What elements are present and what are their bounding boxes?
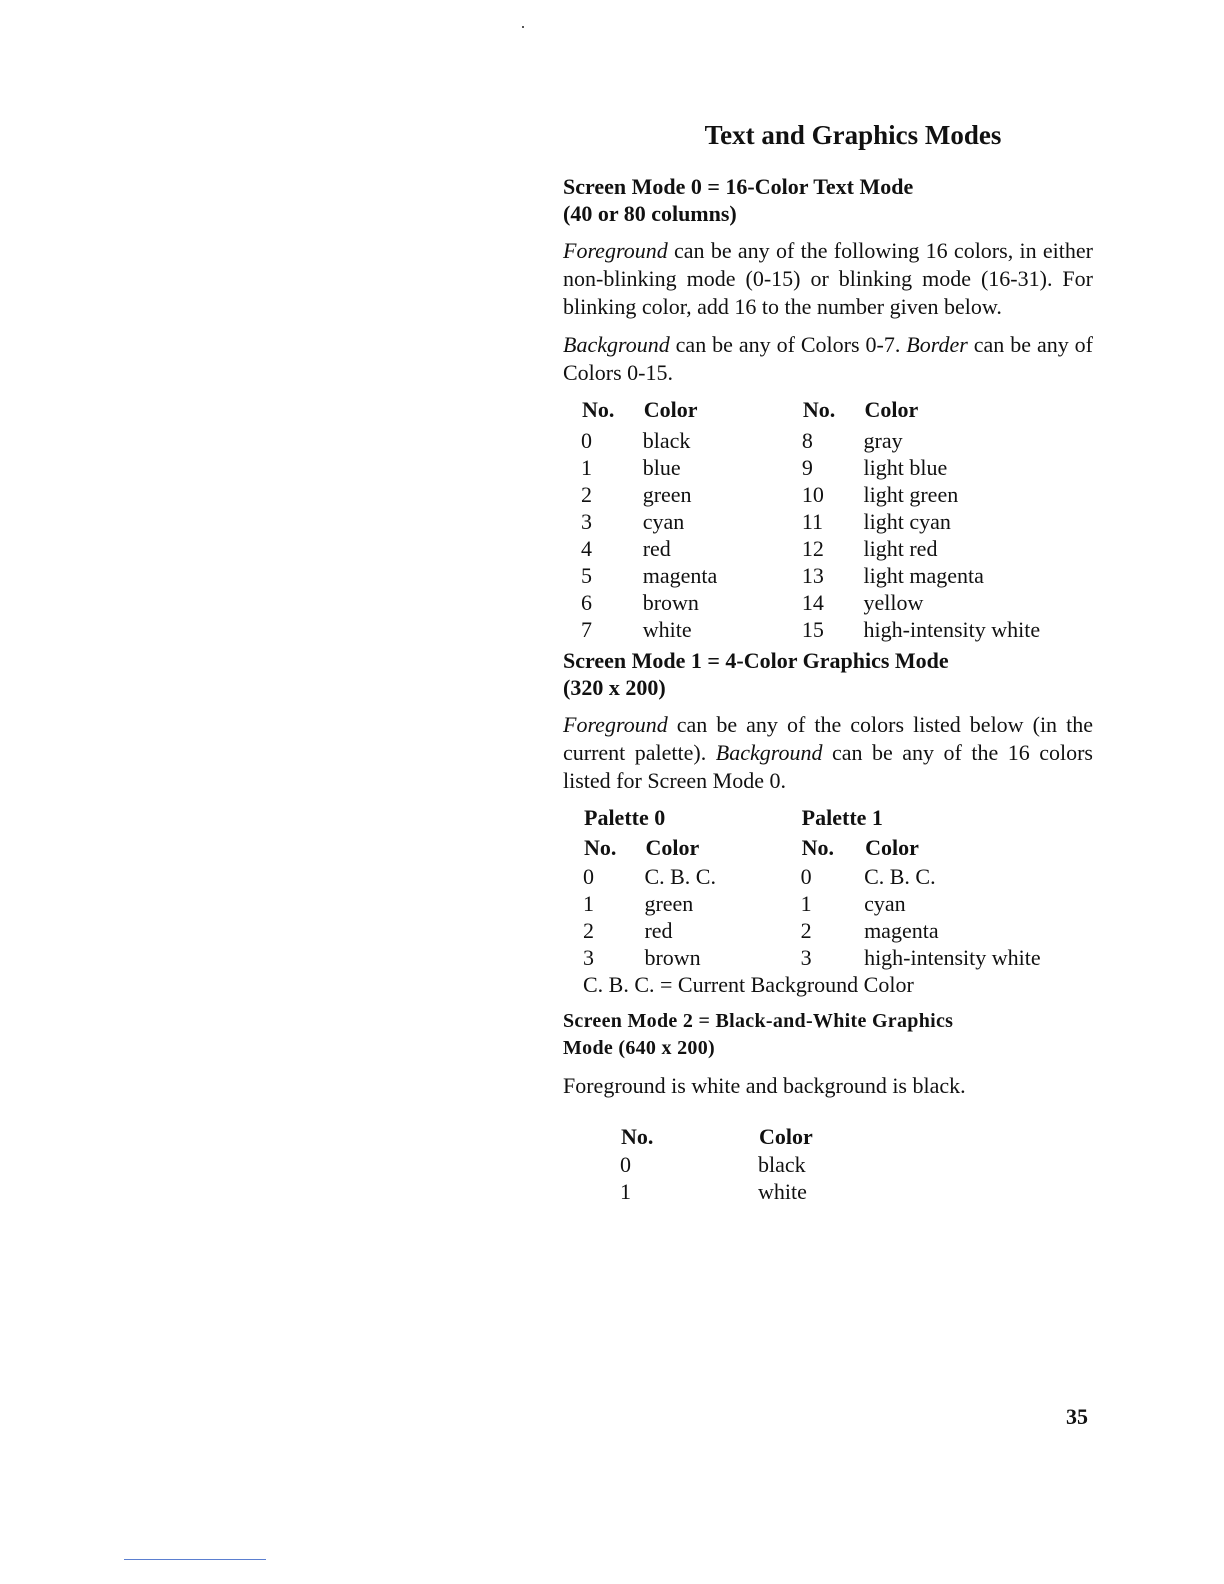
table-row bbox=[583, 944, 1093, 971]
table-header-row bbox=[583, 833, 1093, 863]
color-name: C. B. C. bbox=[864, 864, 936, 889]
mode0-section bbox=[563, 173, 1093, 643]
mode0-foreground-text: can be any of the following 16 colors, in either non-blinking mode (0-15) or blinking mode (16-31). For blinking color, add 16 to the number given below. bbox=[563, 238, 1093, 319]
color-name: white bbox=[758, 1179, 807, 1204]
color-name: cyan bbox=[864, 891, 906, 916]
color-number: 7 bbox=[581, 617, 592, 642]
color-name: black bbox=[758, 1152, 806, 1177]
color-name: blue bbox=[642, 455, 681, 480]
palette0-label: Palette 0 bbox=[584, 805, 666, 830]
column-header: Color bbox=[645, 835, 700, 860]
column-header: Color bbox=[865, 835, 919, 860]
color-name: green bbox=[642, 482, 692, 507]
mode1-foreground-term: Foreground bbox=[563, 712, 668, 737]
color-number: 1 bbox=[620, 1179, 631, 1204]
color-name: light cyan bbox=[863, 509, 951, 534]
color-number: 1 bbox=[800, 891, 812, 916]
color-name: magenta bbox=[864, 918, 939, 943]
column-header: No. bbox=[801, 835, 835, 860]
color-number: 0 bbox=[581, 428, 592, 453]
color-number: 0 bbox=[800, 864, 812, 889]
mode2-paragraph: Foreground is white and background is black. bbox=[563, 1073, 966, 1098]
column-header: Color bbox=[864, 397, 919, 422]
table-row bbox=[583, 863, 1093, 890]
color-number: 10 bbox=[801, 482, 824, 507]
color-number: 3 bbox=[583, 945, 594, 970]
table-row bbox=[581, 427, 1093, 454]
color-name: yellow bbox=[863, 590, 924, 615]
color-name: red bbox=[644, 918, 673, 943]
mode0-heading-line1: Screen Mode 0 = 16-Color Text Mode bbox=[563, 174, 914, 199]
table-row bbox=[581, 508, 1093, 535]
content-column bbox=[563, 120, 1093, 1205]
table-row bbox=[581, 481, 1093, 508]
color-name: brown bbox=[642, 590, 699, 615]
color-name: high-intensity white bbox=[863, 617, 1041, 642]
color-number: 2 bbox=[583, 918, 594, 943]
color-number: 5 bbox=[581, 563, 592, 588]
mode0-foreground-paragraph bbox=[563, 237, 1093, 321]
color-name: light magenta bbox=[863, 563, 984, 588]
page-number: 35 bbox=[1066, 1404, 1088, 1429]
bottom-rule bbox=[124, 1559, 266, 1560]
color-name: gray bbox=[863, 428, 903, 453]
mode0-background-text: can be any of Colors 0-7. bbox=[669, 332, 907, 357]
table-row bbox=[583, 917, 1093, 944]
mode2-heading bbox=[563, 1008, 1093, 1062]
column-header: Color bbox=[759, 1124, 813, 1149]
mode1-background-term: Background bbox=[715, 740, 823, 765]
palette1-label: Palette 1 bbox=[801, 805, 883, 830]
color-number: 0 bbox=[583, 864, 594, 889]
table-row bbox=[581, 589, 1093, 616]
mode2-section bbox=[563, 1008, 1093, 1205]
color-number: 3 bbox=[581, 509, 592, 534]
color-number: 8 bbox=[801, 428, 813, 453]
color-name: black bbox=[642, 428, 691, 453]
table-row bbox=[620, 1178, 898, 1205]
column-header: No. bbox=[621, 1124, 654, 1149]
color-number: 0 bbox=[620, 1152, 631, 1177]
palette-label-row bbox=[583, 803, 1093, 833]
color-number: 14 bbox=[801, 590, 824, 615]
color-number: 2 bbox=[800, 918, 812, 943]
mode1-foreground-text: can be any of the colors listed below (in the current palette). bbox=[563, 712, 1093, 765]
color-name: cyan bbox=[642, 509, 685, 534]
color-number: 9 bbox=[801, 455, 813, 480]
color-number: 1 bbox=[583, 891, 594, 916]
table-row bbox=[583, 890, 1093, 917]
cbc-footnote: C. B. C. = Current Background Color bbox=[583, 972, 914, 997]
color-number: 2 bbox=[581, 482, 592, 507]
mode1-heading-line2: (320 x 200) bbox=[563, 675, 666, 700]
column-header: No. bbox=[584, 835, 617, 860]
table-row bbox=[581, 454, 1093, 481]
color-number: 6 bbox=[581, 590, 592, 615]
color-number: 3 bbox=[800, 945, 812, 970]
mode0-background-term: Background bbox=[563, 332, 670, 357]
color-number: 11 bbox=[801, 509, 823, 534]
mode1-background-text: can be any of the 16 colors listed for Screen Mode 0. bbox=[563, 740, 1093, 793]
column-header: No. bbox=[802, 397, 836, 422]
mode1-heading-line1: Screen Mode 1 = 4-Color Graphics Mode bbox=[563, 648, 949, 673]
color-name: brown bbox=[644, 945, 701, 970]
mode2-heading-line1: Screen Mode 2 = Black-and-White Graphics bbox=[563, 1010, 954, 1032]
color-name: high-intensity white bbox=[864, 945, 1041, 970]
color-name: C. B. C. bbox=[644, 864, 716, 889]
color-number: 4 bbox=[581, 536, 592, 561]
mode0-background-paragraph bbox=[563, 331, 1093, 387]
mode2-color-table bbox=[620, 1122, 898, 1205]
column-header: Color bbox=[643, 397, 698, 422]
mode0-color-table bbox=[581, 395, 1093, 643]
color-name: light green bbox=[863, 482, 959, 507]
mode1-heading bbox=[563, 647, 1093, 701]
table-row bbox=[581, 562, 1093, 589]
mode1-palette-table bbox=[583, 803, 1093, 971]
mode1-section bbox=[563, 647, 1093, 998]
color-name: light red bbox=[863, 536, 938, 561]
speck-mark bbox=[522, 26, 524, 28]
color-name: light blue bbox=[863, 455, 948, 480]
mode0-heading-line2: (40 or 80 columns) bbox=[563, 201, 737, 226]
table-header-row bbox=[620, 1122, 898, 1151]
color-number: 1 bbox=[581, 455, 592, 480]
color-name: white bbox=[642, 617, 692, 642]
table-row bbox=[581, 616, 1093, 643]
mode1-paragraph bbox=[563, 711, 1093, 795]
table-row bbox=[581, 535, 1093, 562]
mode0-foreground-term: Foreground bbox=[563, 238, 668, 263]
mode2-heading-line2: Mode (640 x 200) bbox=[563, 1037, 715, 1059]
column-header: No. bbox=[582, 397, 615, 422]
color-name: green bbox=[644, 891, 694, 916]
table-header-row bbox=[581, 395, 1093, 427]
mode0-heading bbox=[563, 173, 1093, 227]
color-number: 12 bbox=[801, 536, 824, 561]
color-name: magenta bbox=[642, 563, 718, 588]
color-number: 13 bbox=[801, 563, 824, 588]
page-title: Text and Graphics Modes bbox=[704, 120, 1002, 150]
mode0-border-term: Border bbox=[906, 332, 968, 357]
color-number: 15 bbox=[801, 617, 824, 642]
color-name: red bbox=[642, 536, 671, 561]
mode0-border-text: can be any of Colors 0-15. bbox=[563, 332, 1093, 385]
table-row bbox=[620, 1151, 898, 1178]
